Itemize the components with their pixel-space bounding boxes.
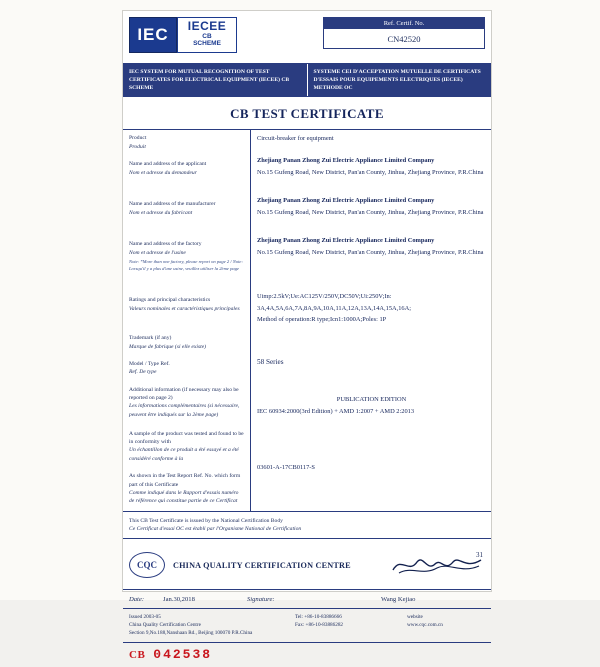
- row-label-product: [123, 130, 250, 156]
- footer-tel: Tel: +86-10-83886666: [295, 614, 342, 621]
- row-value-test-report: [251, 459, 491, 497]
- footer-website-label: website: [407, 614, 423, 621]
- date-label: Date:: [129, 595, 145, 603]
- value-ratings-line1: Uimp:2.5kV;Ue:AC125V/250V,DC50V;Ui:250V;In:: [257, 293, 392, 301]
- label-test-report-en: As shown in the Test Report Ref. No. which form part of this Certificate: [129, 473, 241, 488]
- label-conformity-fr: Un échantillon de ce produit a été essayé et a été considéré conforme à la: [129, 447, 239, 462]
- value-model-type: 58 Series: [257, 358, 284, 367]
- page-title: CB TEST CERTIFICATE: [230, 106, 384, 122]
- footer-body-name: China Quality Certification Centre: [129, 621, 201, 628]
- value-manufacturer-name: Zhejiang Panan Zhong Zui Electric Appliance Limited Company: [257, 197, 435, 205]
- cb-serial-value: 042538: [153, 646, 213, 662]
- iec-logo: IEC: [129, 17, 177, 53]
- certificate-table: [123, 129, 491, 511]
- row-value-conformity: [251, 423, 491, 459]
- footer-address: Section 9,No.188,Nanshaan Rd., Beijing 100070 P.R.China: [129, 629, 253, 636]
- signature-strokes: [389, 552, 485, 578]
- row-label-ratings: [123, 292, 250, 330]
- row-label-test-report: [123, 468, 250, 511]
- label-manufacturer-fr: Nom et adresse du fabricant: [129, 209, 193, 216]
- row-value-model-type: [251, 353, 491, 375]
- value-publication-edition: IEC 60934:2000(3rd Edition) + AMD 1:2007 + AMD 2:2013: [257, 407, 415, 415]
- certificate-header: [123, 11, 491, 64]
- row-label-applicant: [123, 156, 250, 196]
- iecee-logo-line2: CB: [202, 33, 212, 40]
- row-label-manufacturer: [123, 196, 250, 236]
- value-applicant-address: No.15 Gufeng Road, New District, Pan'an County, Jinhua, Zhejiang Province, P.R.China: [257, 168, 484, 176]
- footer: [123, 609, 491, 642]
- footer-right: [295, 614, 407, 637]
- iecee-logo-line3: SCHEME: [193, 39, 221, 47]
- label-applicant-en: Name and address of the applicant: [129, 161, 207, 168]
- row-label-trademark: [123, 330, 250, 356]
- certification-body-name: CHINA QUALITY CERTIFICATION CENTRE: [173, 560, 351, 570]
- label-trademark-en: Trademark (if any): [129, 335, 172, 342]
- label-model-type-fr: Ref. De type: [129, 369, 157, 376]
- value-test-report-no: 03601-A-17CB0117-S: [257, 464, 315, 472]
- footer-fax: Fax: +86-10-83886282: [295, 621, 344, 628]
- label-factory-en: Name and address of the factory: [129, 241, 202, 248]
- issuing-statement-en: This CB Test Certificate is issued by the National Certification Body: [129, 517, 283, 524]
- value-manufacturer-address: No.15 Gufeng Road, New District, Pan'an County, Jinhua, Zhejiang Province, P.R.China: [257, 208, 484, 216]
- value-publication-edition-header: PUBLICATION EDITION: [336, 396, 407, 404]
- value-factory-name: Zhejiang Panan Zhong Zui Electric Appliance Limited Company: [257, 237, 435, 245]
- row-label-additional-info: [123, 382, 250, 426]
- row-value-factory: [251, 232, 491, 288]
- label-ratings-fr: Valeurs nominales et caractéristiques principales: [129, 305, 240, 312]
- certificate-sheet: [122, 10, 492, 662]
- row-value-applicant: [251, 152, 491, 192]
- row-value-ratings: [251, 288, 491, 331]
- value-factory-address: No.15 Gufeng Road, New District, Pan'an County, Jinhua, Zhejiang Province, P.R.China: [257, 248, 484, 256]
- value-ratings-line2: 3A,4A,5A,6A,7A,8A,9A,10A,11A,12A,13A,14A,15A,16A;: [257, 304, 412, 312]
- ref-certif-no-label: Ref. Certif. No.: [324, 18, 484, 29]
- value-product: Circuit-breaker for equipment: [257, 135, 334, 143]
- label-manufacturer-en: Name and address of the manufacturer: [129, 201, 216, 208]
- label-model-type-en: Model / Type Ref.: [129, 360, 170, 367]
- signature-annotation: 31: [476, 551, 483, 560]
- footer-website-block: [407, 614, 485, 637]
- iecee-cb-scheme-logo: [177, 17, 237, 53]
- row-label-model-type: [123, 356, 250, 382]
- row-value-trademark: [251, 331, 491, 353]
- issuing-statement: [123, 512, 491, 539]
- footer-website[interactable]: www.cqc.com.cn: [407, 621, 443, 628]
- row-value-manufacturer: [251, 192, 491, 232]
- value-applicant-name: Zhejiang Panan Zhong Zui Electric Appliance Limited Company: [257, 157, 435, 165]
- issuing-statement-fr: Ce Certificat d'essai OC est établi par l'Organisme National de Certification: [129, 526, 302, 533]
- footer-issued: Issued 2003-05: [129, 614, 161, 621]
- cqc-logo: CQC: [129, 552, 165, 578]
- label-ratings-en: Ratings and principal characteristics: [129, 297, 211, 304]
- footer-left: [129, 614, 295, 637]
- cb-serial-number: [123, 643, 491, 667]
- row-value-additional-info: [251, 375, 491, 423]
- row-label-factory: [123, 236, 250, 292]
- label-test-report-fr: Comme indiqué dans le Rapport d'essais numéro de référence qui constitue partie de ce Certificat: [129, 490, 239, 505]
- scheme-banner-french: SYSTEME CEI D'ACCEPTATION MUTUELLE DE CERTIFICATS D'ESSAIS POUR EQUIPEMENTS ELECTRIQUES (IECEE) METHODE OC: [313, 69, 481, 92]
- label-additional-info-en: Additional information (if necessary may also be reported on page 2): [129, 386, 239, 402]
- signature-label: Signature:: [247, 595, 275, 603]
- scheme-banner-english: IEC SYSTEM FOR MUTUAL RECOGNITION OF TEST CERTIFICATES FOR ELECTRICAL EQUIPMENT (IECEE) CB SCHEME: [123, 64, 308, 96]
- value-ratings-line3: Method of operation:R type;Icn1:1000A;Poles: 1P: [257, 316, 387, 324]
- label-trademark-fr: Marque de fabrique (si elle existe): [129, 343, 206, 350]
- label-additional-info-fr: Les informations complémentaires (si nécessaire, peuvent être indiqués sur la 2ème page): [129, 403, 240, 418]
- label-product-en: Product: [129, 135, 147, 142]
- cb-serial-prefix: CB: [129, 648, 146, 661]
- certification-body-row: [123, 539, 491, 590]
- label-applicant-fr: Nom et adresse du demandeur: [129, 169, 197, 176]
- ref-certif-no-box: [323, 17, 485, 49]
- label-conformity-en: A sample of the product was tested and found to be in conformity with: [129, 430, 244, 446]
- iecee-logo-line1: IECEE: [187, 19, 227, 33]
- row-label-conformity: [123, 426, 250, 469]
- label-factory-note: Note: *More than one factory, please report on page 2 / Note: Lorsqu'il y a plus d'une usine, veuillez utiliser la 2ème page: [129, 258, 243, 271]
- date-value: Jan.30,2018: [163, 595, 195, 603]
- scheme-banner: [123, 64, 491, 97]
- row-value-product: [251, 130, 491, 152]
- signature-image: [389, 552, 485, 578]
- label-product-fr: Produit: [129, 143, 146, 150]
- signatory-name: Wang Kejiao: [381, 595, 416, 603]
- value-column: [251, 130, 491, 510]
- label-column: [123, 130, 251, 510]
- label-factory-fr: Nom et adresse de l'usine: [129, 249, 186, 256]
- ref-certif-no-value: CN42520: [324, 29, 484, 48]
